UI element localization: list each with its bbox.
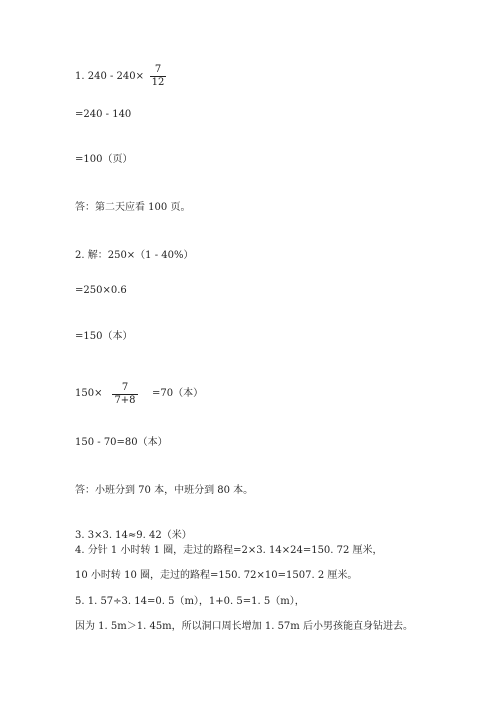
fraction-numerator: 7 [154,64,162,75]
fraction-7-12 [150,64,166,89]
sol1-line3: =100（页） [75,154,133,165]
sol1-line1: 1. 240 - 240× [75,71,145,82]
sol5-line2: 因为 1. 5m＞1. 45m，所以洞口周长增加 1. 57m 后小男孩能直身钻进去。 [75,621,413,632]
sol4-line2: 10 小时转 10 圈，走过的路程=150. 72×10=1507. 2 厘米。 [75,570,358,581]
fraction-denominator: 12 [151,77,165,88]
sol2-answer: 答：小班分到 70 本，中班分到 80 本。 [75,485,254,496]
sol4-line1: 4. 分针 1 小时转 1 圈，走过的路程=2×3. 14×24=150. 72 厘米， [75,545,383,556]
sol2-line1: 2. 解：250×（1 - 40%） [75,250,194,261]
sol1-answer: 答：第二天应看 100 页。 [75,202,191,213]
sol1-line2: =240 - 140 [75,109,132,120]
fraction-numerator: 7 [121,382,129,393]
sol2-line3: =150（本） [75,331,133,342]
sol3-line1: 3. 3×3. 14≈9. 42（米） [75,530,192,541]
fraction-7-over-7plus8 [112,382,138,407]
fraction-denominator: 7+8 [114,395,136,406]
sol2-line4-suffix: =70（本） [152,388,204,399]
sol2-line5: 150 - 70=80（本） [75,437,168,448]
sol5-line1: 5. 1. 57÷3. 14=0. 5（m），1+0. 5=1. 5（m）， [75,596,305,607]
sol2-line4-prefix: 150× [75,388,103,399]
sol2-line2: =250×0.6 [75,285,127,296]
